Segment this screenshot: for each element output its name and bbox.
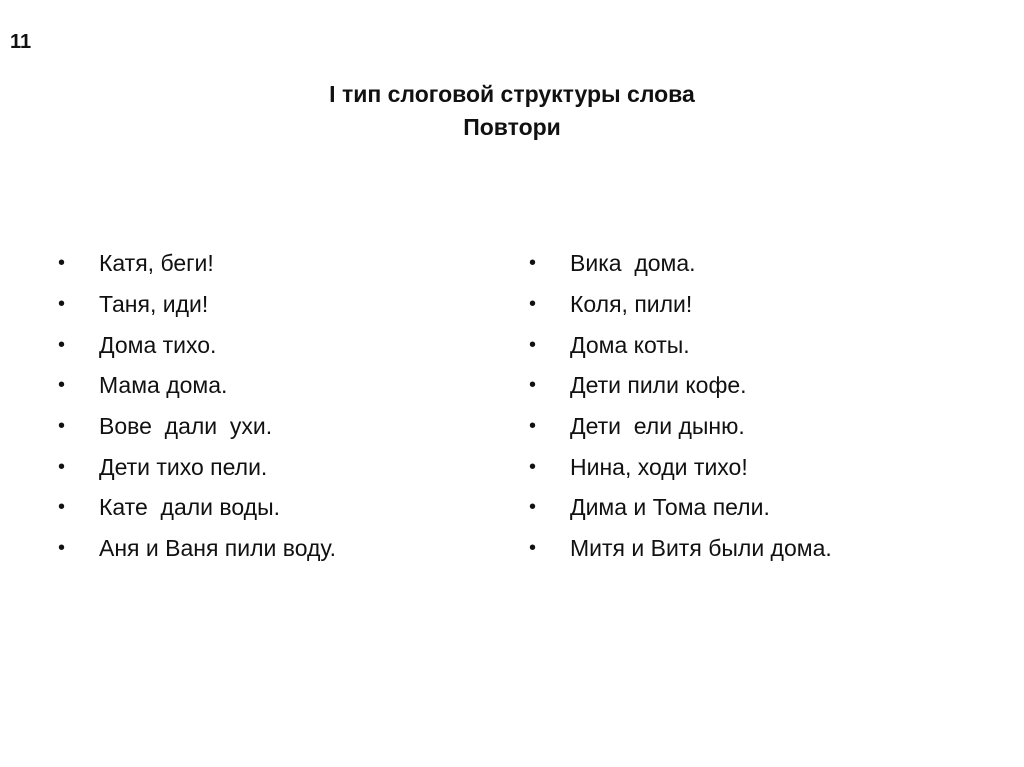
bullet-icon: • <box>529 455 537 478</box>
list-item <box>529 446 989 487</box>
list-item <box>529 528 989 569</box>
list-item <box>529 243 989 284</box>
list-item <box>58 324 478 365</box>
list-item <box>58 365 478 406</box>
bullet-icon: • <box>529 374 537 397</box>
left-phrase-list <box>58 243 478 569</box>
list-item-text: Дима и Тома пели. <box>570 494 770 521</box>
list-item-text: Таня, иди! <box>99 291 209 318</box>
list-item <box>58 487 478 528</box>
bullet-icon: • <box>58 333 66 356</box>
bullet-icon: • <box>58 252 66 275</box>
list-item-text: Вове дали ухи. <box>99 413 273 440</box>
list-item-text: Катя, беги! <box>99 250 214 277</box>
list-item-text: Мама дома. <box>99 372 228 399</box>
slide-subtitle: Повтори <box>463 114 561 140</box>
list-item-text: Нина, ходи тихо! <box>570 453 748 480</box>
list-item-text: Дети пили кофе. <box>570 372 747 399</box>
bullet-icon: • <box>529 333 537 356</box>
bullet-icon: • <box>58 293 66 316</box>
bullet-icon: • <box>529 496 537 519</box>
list-item-text: Коля, пили! <box>570 291 693 318</box>
list-item-text: Кате дали воды. <box>99 494 280 521</box>
list-item <box>529 324 989 365</box>
right-phrase-list <box>529 243 989 569</box>
slide-title-block <box>0 78 1024 144</box>
bullet-icon: • <box>58 496 66 519</box>
list-item <box>58 528 478 569</box>
list-item-text: Дети тихо пели. <box>99 453 268 480</box>
list-item <box>529 487 989 528</box>
list-item-text: Вика дома. <box>570 250 696 277</box>
slide-title: I тип слоговой структуры слова <box>329 81 695 107</box>
list-item-text: Дома тихо. <box>99 331 217 358</box>
slide-number: 11 <box>10 31 32 53</box>
bullet-icon: • <box>58 374 66 397</box>
list-item <box>58 243 478 284</box>
bullet-icon: • <box>529 415 537 438</box>
list-item-text: Митя и Витя были дома. <box>570 535 832 562</box>
list-item <box>529 284 989 325</box>
bullet-icon: • <box>58 415 66 438</box>
bullet-icon: • <box>529 293 537 316</box>
list-item <box>58 284 478 325</box>
bullet-icon: • <box>529 537 537 560</box>
list-item-text: Аня и Ваня пили воду. <box>99 535 337 562</box>
list-item-text: Дети ели дыню. <box>570 413 745 440</box>
bullet-icon: • <box>58 455 66 478</box>
list-item-text: Дома коты. <box>570 331 690 358</box>
list-item <box>529 365 989 406</box>
bullet-icon: • <box>58 537 66 560</box>
list-item <box>58 406 478 447</box>
list-item <box>529 406 989 447</box>
bullet-icon: • <box>529 252 537 275</box>
list-item <box>58 446 478 487</box>
